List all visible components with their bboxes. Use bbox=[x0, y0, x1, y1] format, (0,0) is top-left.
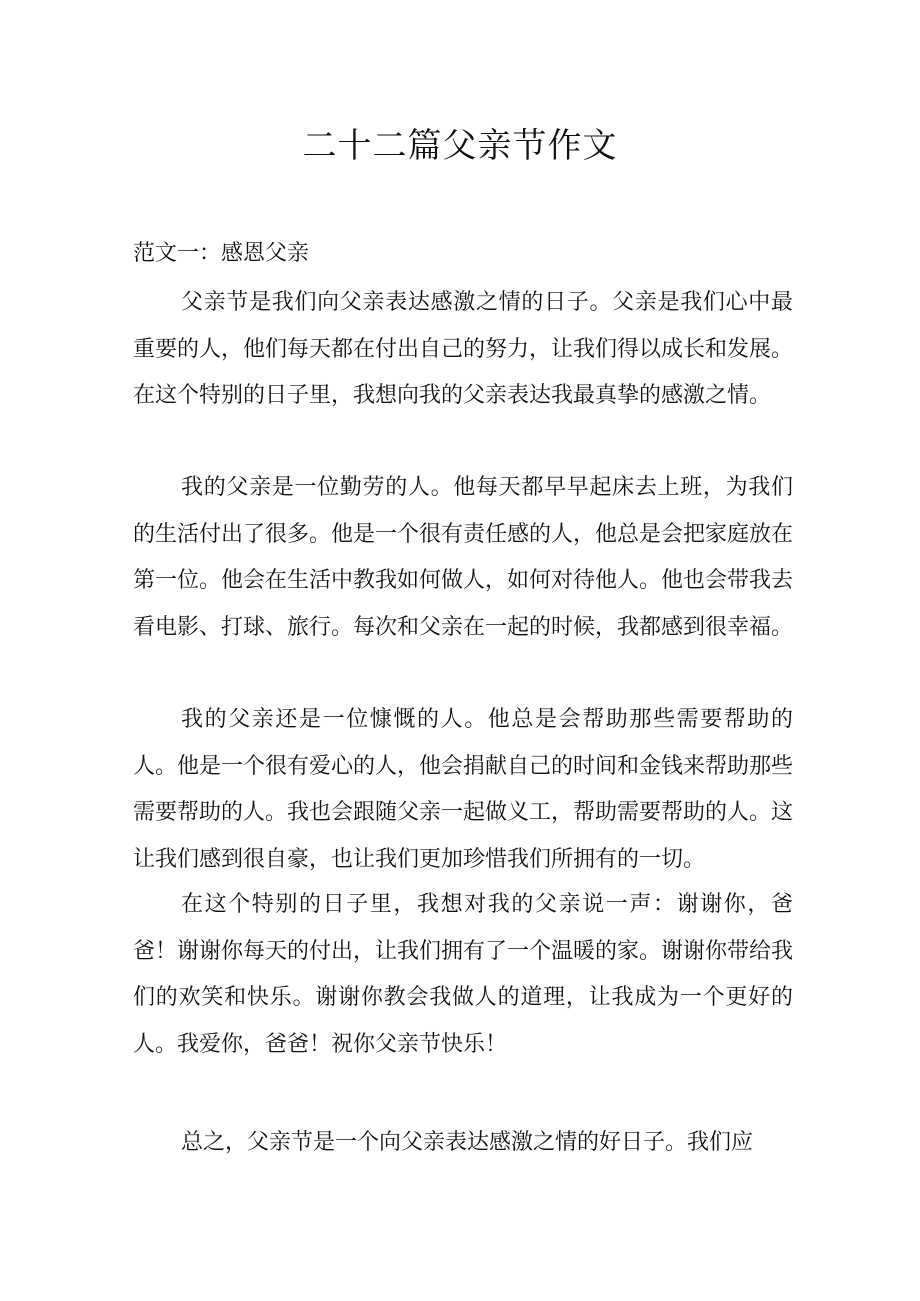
paragraph-5: 总之，父亲节是一个向父亲表达感激之情的好日子。我们应 bbox=[181, 1130, 754, 1155]
paragraph-1: 父亲节是我们向父亲表达感激之情的日子。父亲是我们心中最重要的人，他们每天都在付出自己的努力，让我们得以成长和发展。在这个特别的日子里，我想向我的父亲表达我最真挚的感激之情。 bbox=[133, 290, 794, 408]
paragraph-3: 我的父亲还是一位慷慨的人。他总是会帮助那些需要帮助的人。他是一个很有爱心的人，他会捐献自己的时间和金钱来帮助那些需要帮助的人。我也会跟随父亲一起做义工，帮助需要帮助的人。这让我们感到很自豪，也让我们更加珍惜我们所拥有的一切。 bbox=[133, 707, 794, 872]
paragraph-2: 我的父亲是一位勤劳的人。他每天都早早起床去上班，为我们的生活付出了很多。他是一个很有责任感的人，他总是会把家庭放在第一位。他会在生活中教我如何做人，如何对待他人。他也会带我去看电影、打球、旅行。每次和父亲在一起的时候，我都感到很幸福。 bbox=[133, 475, 794, 640]
paragraph-4: 在这个特别的日子里，我想对我的父亲说一声：谢谢你，爸爸！谢谢你每天的付出，让我们拥有了一个温暖的家。谢谢你带给我们的欢笑和快乐。谢谢你教会我做人的道理，让我成为一个更好的人。我爱你，爸爸！祝你父亲节快乐！ bbox=[133, 892, 794, 1057]
document-title: 二十二篇父亲节作文 bbox=[302, 126, 618, 166]
essay-heading: 范文一：感恩父亲 bbox=[133, 241, 310, 266]
